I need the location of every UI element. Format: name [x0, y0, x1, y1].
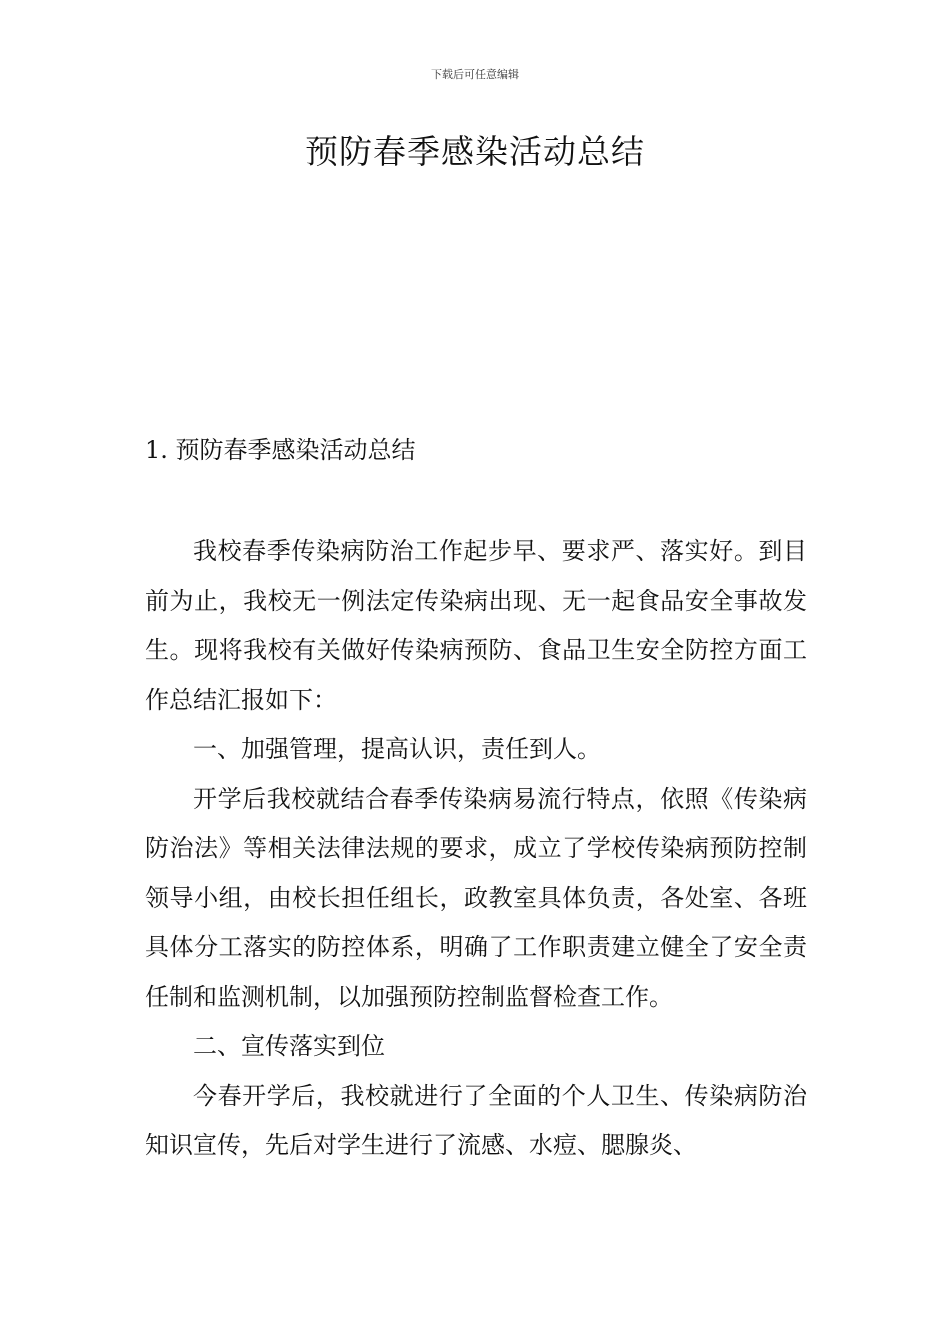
- paragraph-heading-two: 二、宣传落实到位: [193, 1032, 385, 1060]
- section-heading: 1. 预防春季感染活动总结: [145, 436, 416, 464]
- document-title: 预防春季感染活动总结: [305, 132, 645, 171]
- header-note: 下载后可任意编辑: [431, 68, 519, 81]
- paragraph-intro: 我校春季传染病防治工作起步早、要求严、落实好。到目前为止，我校无一例法定传染病出现、无一起食品安全事故发生。现将我校有关做好传染病预防、食品卫生安全防控方面工作总结汇报如下：: [145, 537, 807, 714]
- paragraph-management: 开学后我校就结合春季传染病易流行特点，依照《传染病防治法》等相关法律法规的要求，成立了学校传染病预防控制领导小组，由校长担任组长，政教室具体负责，各处室、各班具体分工落实的防控体系，明确了工作职责建立健全了安全责任制和监测机制，以加强预防控制监督检查工作。: [145, 784, 807, 1011]
- paragraph-heading-one: 一、加强管理，提高认识，责任到人。: [193, 735, 601, 763]
- document-body: [145, 527, 807, 1171]
- paragraph-publicity: 今春开学后，我校就进行了全面的个人卫生、传染病防治知识宣传，先后对学生进行了流感、水痘、腮腺炎、: [145, 1081, 807, 1159]
